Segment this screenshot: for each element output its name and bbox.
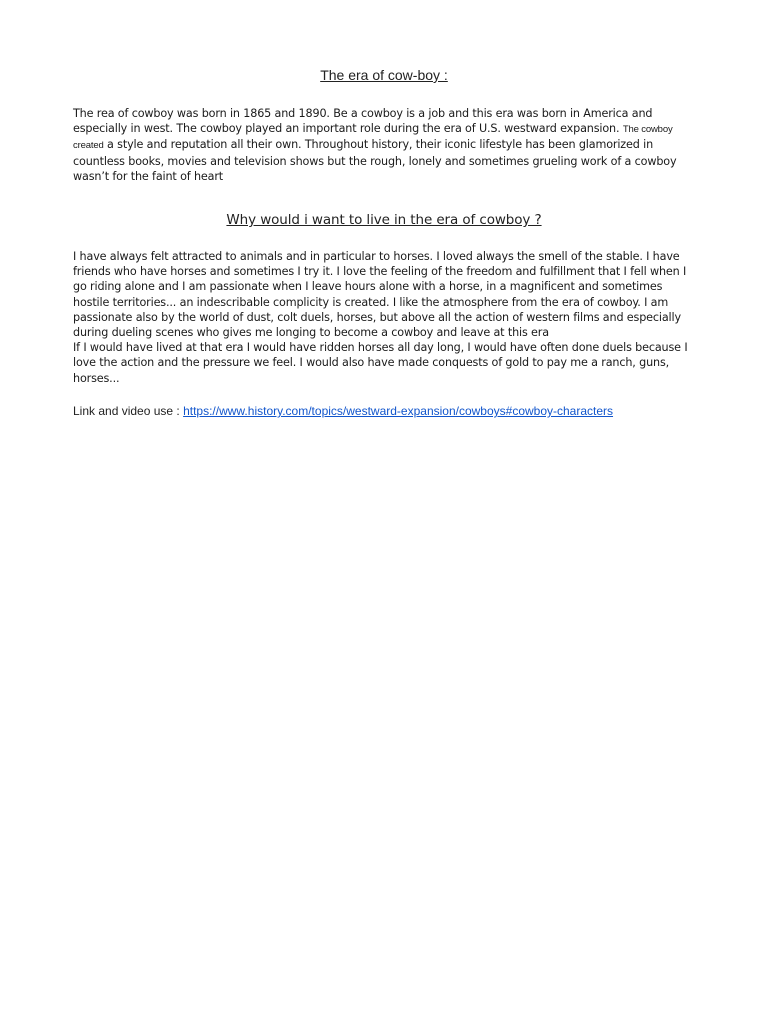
document-title: The era of cow-boy : [320,67,448,83]
section-subtitle: Why would i want to live in the era of cowboy ? [226,212,542,228]
source-link[interactable]: https://www.history.com/topics/westward-expansion/cowboys#cowboy-characters [183,404,614,418]
intro-paragraph [73,106,699,184]
reasons-text-2: If I would have lived at that era I would have ridden horses all day long, I would have often done duels because I love the action and the pressure we feel. I would also have made conquests of gold to pay me a ranch, guns, horses... [73,341,688,385]
intro-text-end: a style and reputation all their own. Throughout history, their iconic lifestyle has been glamorized in countless books, movies and television shows but the rough, lonely and sometimes grueling work of a cowboy wasn’t for the faint of heart [73,138,677,183]
reasons-text-1: I have always felt attracted to animals and in particular to horses. I loved always the smell of the stable. I have friends who have horses and sometimes I try it. I love the feeling of the freedom and fulfillment that I fell when I go riding alone and I am passionate when I leave hours alone with a horse, in a magnificent and sometimes hostile territories... an indescribable complicity is created. I like the atmosphere from the era of cowboy. I am passionate also by the world of dust, colt duels, horses, but above all the action of western films and especially during dueling scenes who gives me longing to become a cowboy and leave at this era [73,250,687,340]
source-link-label: Link and video use : [73,404,184,418]
intro-text-small: The cowboy created [73,124,673,152]
source-link-line [73,404,613,418]
intro-text-start: The rea of cowboy was born in 1865 and 1890. Be a cowboy is a job and this era was born in America and especially in west. The cowboy played an important role during the era of U.S. westward expansion. [73,107,653,136]
reasons-paragraph [73,249,699,386]
